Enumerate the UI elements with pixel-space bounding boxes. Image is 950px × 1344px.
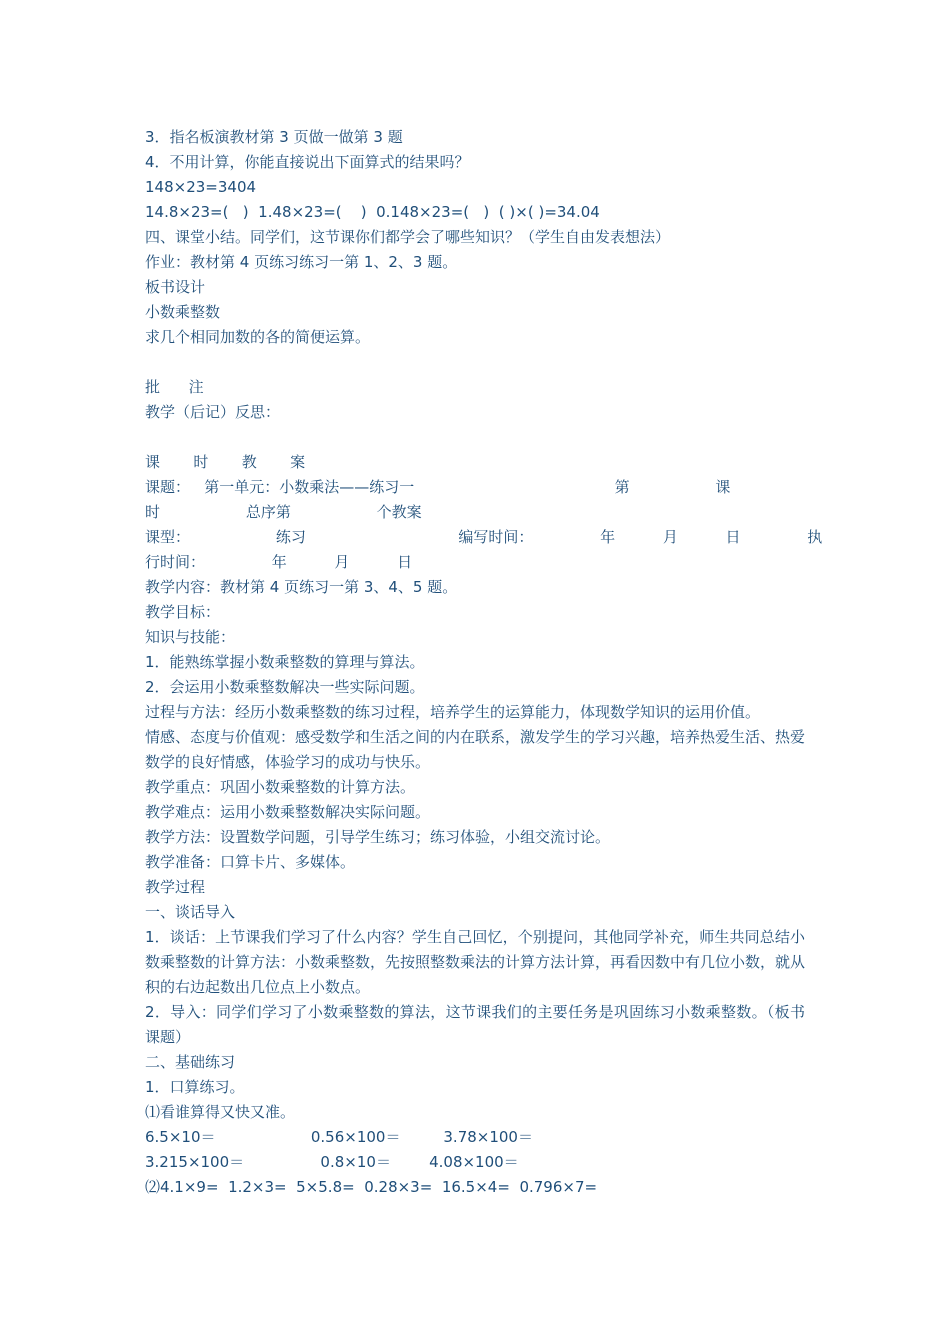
paragraph-emotion: 情感、态度与价值观：感受数学和生活之间的内在联系，激发学生的学习兴趣，培养热爱生活、热爱数学的良好情感，体验学习的成功与快乐。 [145,728,806,771]
paragraph-process: 过程与方法：经历小数乘整数的练习过程，培养学生的运算能力，体现数学知识的运用价值。 [145,703,761,721]
exercise-line: 6.5×10＝ 0.56×100＝ 3.78×100＝ [145,1128,533,1146]
text-line: 1．口算练习。 [145,1078,245,1096]
text-line: 教学重点：巩固小数乘整数的计算方法。 [145,778,416,796]
text-line: 教学（后记）反思： [145,403,281,421]
section-heading: 二、基础练习 [145,1053,236,1071]
paragraph-intro: 2．导入：同学们学习了小数乘整数的算法，这节课我们的主要任务是巩固练习小数乘整数。（板书课题） [145,1003,805,1046]
text-line: 求几个相同加数的各的简便运算。 [145,328,371,346]
text-line: 14.8×23=( ) 1.48×23=( ) 0.148×23=( ) ( )×( )=34.04 [145,203,600,221]
section-heading: 板书设计 [145,278,206,296]
document-title: 课 时 教 案 [145,453,306,471]
text-line: 3．指名板演教材第 3 页做一做第 3 题 [145,128,403,146]
text-line: 时 总序第 个教案 [145,503,422,521]
section-heading: 教学过程 [145,878,206,896]
text-line: 教学难点：运用小数乘整数解决实际问题。 [145,803,431,821]
exercise-line: 3.215×100＝ 0.8×10＝ 4.08×100＝ [145,1153,519,1171]
text-line: 课题： 第一单元：小数乘法——练习一 第 课 [145,478,731,496]
section-heading: 一、谈话导入 [145,903,236,921]
text-line: 2．会运用小数乘整数解决一些实际问题。 [145,678,425,696]
document-page [145,125,823,1200]
text-line: 教学方法：设置数学问题，引导学生练习；练习体验，小组交流讨论。 [145,828,611,846]
text-line: ⑴看谁算得又快又准。 [145,1103,296,1121]
blank-line [145,350,805,375]
text-line: 知识与技能： [145,628,236,646]
text-line: 教学目标： [145,603,221,621]
text-line: 课型： 练习 编写时间： 年 月 日 执 [145,528,823,546]
text-line: 批 注 [145,378,204,396]
text-line: 行时间： 年 月 日 [145,553,413,571]
text-line: 小数乘整数 [145,303,221,321]
text-line: 1．能熟练掌握小数乘整数的算理与算法。 [145,653,425,671]
text-line: 四、课堂小结。同学们，这节课你们都学会了哪些知识？（学生自由发表想法） [145,228,671,246]
exercise-line: ⑵4.1×9= 1.2×3= 5×5.8= 0.28×3= 16.5×4= 0.796×7= [145,1178,598,1196]
text-line: 教学内容：教材第 4 页练习一第 3、4、5 题。 [145,578,458,596]
text-line: 148×23=3404 [145,178,257,196]
paragraph-talk: 1．谈话：上节课我们学习了什么内容？学生自己回忆，个别提问，其他同学补充，师生共同总结小数乘整数的计算方法：小数乘整数，先按照整数乘法的计算方法计算，再看因数中有几位小数，就从积的右边起数出几位点上小数点。 [145,928,806,996]
blank-line [145,425,805,450]
text-line: 教学准备：口算卡片、多媒体。 [145,853,356,871]
text-line: 作业：教材第 4 页练习练习一第 1、2、3 题。 [145,253,458,271]
text-line: 4．不用计算，你能直接说出下面算式的结果吗？ [145,153,470,171]
